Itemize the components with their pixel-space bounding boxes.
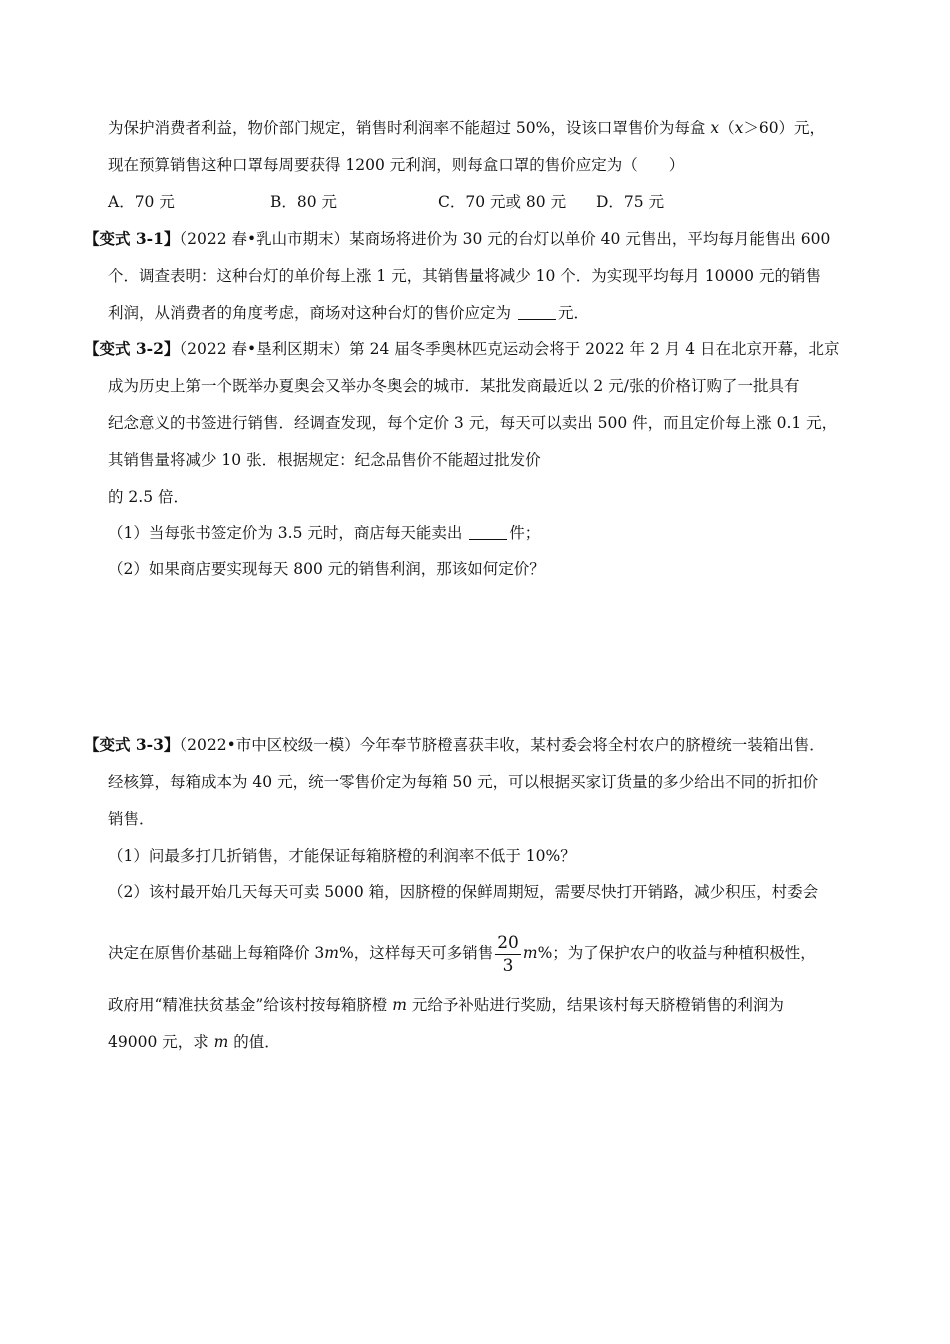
var-m: m [324, 944, 339, 962]
var-m: m [213, 1033, 229, 1051]
v33-line3: 销售． [108, 810, 155, 828]
option-d: D．75 元 [596, 193, 665, 211]
var-m: m [392, 996, 407, 1014]
v33-line8 [108, 1031, 280, 1053]
text: %，这样每天可多销售 [339, 944, 494, 962]
text: ＞60）元， [743, 119, 826, 137]
v33-line6 [108, 928, 816, 978]
text: 件； [509, 524, 541, 542]
text: 决定在原售价基础上每箱降价 3 [108, 944, 325, 962]
text: 元． [557, 304, 589, 322]
variant-tag: 【变式 3-1】 [84, 229, 180, 248]
answer-blank [518, 305, 556, 320]
v32-line4: 其销售量将减少 10 张．根据规定：纪念品售价不能超过批发价 [108, 451, 541, 469]
text: （2022 春•垦利区期末）第 24 届冬季奥林匹克运动会将于 2022 年 2 月 4 日在北京开幕，北京 [179, 340, 840, 358]
v32-line5: 的 2.5 倍． [108, 488, 190, 506]
v33-line1 [84, 734, 825, 756]
v33-sub1: （1）问最多打几折销售，才能保证每箱脐橙的利润率不低于 10%？ [108, 847, 576, 865]
var-m: m [522, 944, 538, 962]
fraction [495, 932, 521, 977]
fraction-denominator: 3 [502, 955, 514, 976]
var-x: x [734, 119, 744, 137]
v33-line2: 经核算，每箱成本为 40 元，统一零售价定为每箱 50 元，可以根据买家订货量的多少给出不同的折扣价 [108, 773, 819, 791]
v32-sub1 [108, 522, 540, 544]
text: 利润，从消费者的角度考虑，商场对这种台灯的售价应定为 [108, 304, 516, 322]
v32-line1 [84, 338, 839, 360]
v33-sub2: （2）该村最开始几天每天可卖 5000 箱，因脐橙的保鲜周期短，需要尽快打开销路，减少积压，村委会 [108, 883, 819, 901]
v31-line1 [84, 228, 830, 250]
q-prev-line2: 现在预算销售这种口罩每周要获得 1200 元利润，则每盒口罩的售价应定为（ ） [108, 156, 685, 174]
v32-sub2: （2）如果商店要实现每天 800 元的销售利润，那该如何定价？ [108, 560, 545, 578]
var-x: x [710, 119, 720, 137]
v31-line3 [108, 302, 589, 324]
v32-line2: 成为历史上第一个既举办夏奥会又举办冬奥会的城市．某批发商最近以 2 元/张的价格订购了一批具有 [108, 377, 800, 395]
text: 政府用“精准扶贫基金”给该村按每箱脐橙 [108, 996, 393, 1014]
v33-line7 [108, 994, 784, 1016]
option-a: A．70 元 [108, 193, 175, 211]
text: 49000 元，求 [108, 1033, 214, 1051]
answer-blank [469, 525, 507, 540]
v31-line2: 个．调查表明：这种台灯的单价每上涨 1 元，其销售量将减少 10 个．为实现平均每月 10000 元的销售 [108, 267, 821, 285]
text: （ [719, 119, 735, 137]
text: 为保护消费者利益，物价部门规定，销售时利润率不能超过 50%，设该口罩售价为每盒 [108, 119, 711, 137]
option-c: C．70 元或 80 元 [438, 193, 567, 211]
fraction-numerator: 20 [497, 932, 519, 953]
text: （1）当每张书签定价为 3.5 元时，商店每天能卖出 [108, 524, 468, 542]
text: （2022•市中区校级一模）今年奉节脐橙喜获丰收，某村委会将全村农户的脐橙统一装箱出售． [179, 736, 825, 754]
variant-tag: 【变式 3-3】 [84, 735, 180, 754]
variant-tag: 【变式 3-2】 [84, 339, 180, 358]
text: 的值． [228, 1033, 280, 1051]
option-b: B．80 元 [270, 193, 338, 211]
text: （2022 春•乳山市期末）某商场将进价为 30 元的台灯以单价 40 元售出，平均每月能售出 600 [179, 230, 831, 248]
q-prev-line1 [108, 117, 825, 139]
text: %；为了保护农户的收益与种植积极性， [537, 944, 816, 962]
text: 元给予补贴进行奖励，结果该村每天脐橙销售的利润为 [406, 996, 784, 1014]
v32-line3: 纪念意义的书签进行销售．经调查发现，每个定价 3 元，每天可以卖出 500 件，而且定价每上涨 0.1 元， [108, 414, 838, 432]
